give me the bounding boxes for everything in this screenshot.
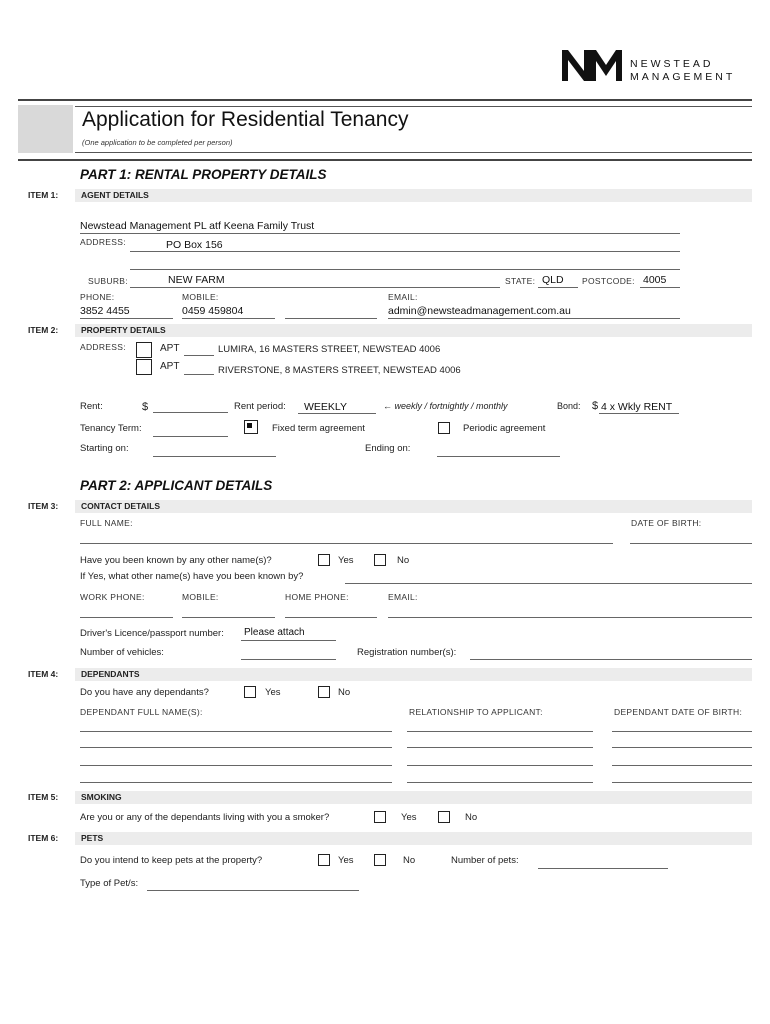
agent-address-value: PO Box 156: [166, 239, 223, 251]
suburb-line: [130, 287, 500, 288]
postcode-line: [640, 287, 680, 288]
tenancy-term-line[interactable]: [153, 436, 228, 437]
bond-currency: $: [592, 400, 599, 412]
agent-email-line: [388, 318, 680, 319]
dependants-band: [75, 668, 752, 681]
smoking-yes-checkbox[interactable]: [374, 811, 386, 823]
ending-label: Ending on:: [365, 443, 411, 454]
dependant-relationship-col: RELATIONSHIP TO APPLICANT:: [409, 707, 543, 717]
known-other-no-label: No: [397, 555, 410, 566]
state-label: STATE:: [505, 276, 536, 286]
full-name-line[interactable]: [80, 543, 613, 544]
rent-period-label: Rent period:: [234, 401, 286, 412]
dependant-dob-col: DEPENDANT DATE OF BIRTH:: [614, 707, 743, 717]
smoking-question: Are you or any of the dependants living with you a smoker?: [80, 812, 330, 823]
dob-label: DATE OF BIRTH:: [631, 518, 702, 528]
property-address-label: ADDRESS:: [80, 342, 126, 352]
other-names-line[interactable]: [345, 583, 752, 584]
contact-details-band: [75, 500, 752, 513]
pet-type-label: Type of Pet/s:: [80, 878, 139, 889]
pets-yes-checkbox[interactable]: [318, 854, 330, 866]
applicant-mobile-line[interactable]: [182, 617, 275, 618]
dependant-row-line[interactable]: [612, 765, 752, 766]
registration-label: Registration number(s):: [357, 647, 457, 658]
rent-amount-line[interactable]: [153, 412, 228, 413]
dependants-question: Do you have any dependants?: [80, 687, 209, 698]
item6-label: ITEM 6:: [28, 833, 59, 843]
suburb-value: NEW FARM: [168, 274, 225, 286]
dependant-row-line[interactable]: [407, 765, 593, 766]
home-phone-line[interactable]: [285, 617, 377, 618]
starting-line[interactable]: [153, 456, 276, 457]
agent-mobile-value: 0459 459804: [182, 305, 244, 317]
page-title: Application for Residential Tenancy: [82, 108, 409, 131]
smoking-no-checkbox[interactable]: [438, 811, 450, 823]
home-phone-label: HOME PHONE:: [285, 592, 349, 602]
header-rule-sub: [75, 106, 752, 107]
pets-heading: PETS: [81, 833, 104, 843]
dependant-row-line[interactable]: [80, 731, 392, 732]
smoking-yes-label: Yes: [401, 812, 417, 823]
property-details-heading: PROPERTY DETAILS: [81, 325, 166, 335]
agent-email-label: EMAIL:: [388, 292, 418, 302]
tenancy-term-label: Tenancy Term:: [80, 423, 142, 434]
contact-details-heading: CONTACT DETAILS: [81, 501, 161, 511]
fixed-term-checkbox[interactable]: [244, 420, 258, 434]
pet-type-line[interactable]: [147, 890, 359, 891]
dependant-row-line[interactable]: [612, 782, 752, 783]
item2-label: ITEM 2:: [28, 325, 59, 335]
logo-line-2: MANAGEMENT: [630, 71, 736, 83]
state-value: QLD: [542, 274, 564, 286]
dependants-no-label: No: [338, 687, 351, 698]
licence-value: Please attach: [244, 627, 305, 638]
ending-line[interactable]: [437, 456, 560, 457]
agent-name: Newstead Management PL atf Keena Family Trust: [80, 220, 315, 232]
pets-band: [75, 832, 752, 845]
dependant-row-line[interactable]: [80, 782, 392, 783]
dependant-row-line[interactable]: [407, 747, 593, 748]
dependant-row-line[interactable]: [407, 782, 593, 783]
vehicles-line[interactable]: [241, 659, 336, 660]
dependant-name-col: DEPENDANT FULL NAME(S):: [80, 707, 203, 717]
agent-phone-value: 3852 4455: [80, 305, 130, 317]
agent-email-value: admin@newsteadmanagement.com.au: [388, 305, 571, 317]
apt1-address: LUMIRA, 16 MASTERS STREET, NEWSTEAD 4006: [218, 344, 441, 355]
postcode-value: 4005: [643, 274, 667, 286]
rent-currency: $: [142, 401, 149, 413]
title-grey-block: [18, 105, 73, 153]
work-phone-line[interactable]: [80, 617, 173, 618]
vehicles-label: Number of vehicles:: [80, 647, 164, 658]
dependants-yes-label: Yes: [265, 687, 281, 698]
agent-details-heading: AGENT DETAILS: [81, 190, 149, 200]
applicant-email-line[interactable]: [388, 617, 752, 618]
rent-period-value: WEEKLY: [304, 401, 347, 413]
applicant-email-label: EMAIL:: [388, 592, 418, 602]
agent-mobile-line: [182, 318, 275, 319]
smoking-heading: SMOKING: [81, 792, 122, 802]
suburb-label: SUBURB:: [88, 276, 128, 286]
dependant-row-line[interactable]: [80, 765, 392, 766]
dob-line[interactable]: [630, 543, 752, 544]
bond-label: Bond:: [557, 401, 581, 411]
known-other-no-checkbox[interactable]: [374, 554, 386, 566]
rent-label: Rent:: [80, 401, 103, 412]
company-logo: [560, 47, 750, 87]
agent-blank-line: [285, 318, 377, 319]
dependants-yes-checkbox[interactable]: [244, 686, 256, 698]
dependants-heading: DEPENDANTS: [81, 669, 140, 679]
known-other-question: Have you been known by any other name(s)?: [80, 555, 272, 566]
dependant-row-line[interactable]: [612, 731, 752, 732]
registration-line[interactable]: [470, 659, 752, 660]
part2-heading: PART 2: APPLICANT DETAILS: [80, 478, 273, 493]
apt2-checkbox[interactable]: [136, 359, 152, 375]
property-details-band: [75, 324, 752, 337]
dependant-row-line[interactable]: [80, 747, 392, 748]
work-phone-label: WORK PHONE:: [80, 592, 145, 602]
licence-label: Driver's Licence/passport number:: [80, 628, 224, 639]
part1-heading: PART 1: RENTAL PROPERTY DETAILS: [80, 167, 327, 182]
state-line: [538, 287, 578, 288]
apt2-address: RIVERSTONE, 8 MASTERS STREET, NEWSTEAD 4006: [218, 365, 461, 376]
dependants-no-checkbox[interactable]: [318, 686, 330, 698]
apt1-checkbox[interactable]: [136, 342, 152, 358]
smoking-no-label: No: [465, 812, 478, 823]
full-name-label: FULL NAME:: [80, 518, 133, 528]
fixed-term-label: Fixed term agreement: [272, 423, 365, 434]
agent-name-line: [80, 233, 680, 234]
rent-period-line[interactable]: [298, 413, 376, 414]
apt1-label: APT: [160, 343, 180, 354]
item5-label: ITEM 5:: [28, 792, 59, 802]
apt2-label: APT: [160, 361, 180, 372]
agent-address-line-2: [130, 269, 680, 270]
pets-yes-label: Yes: [338, 855, 354, 866]
rent-period-hint: ← weekly / fortnightly / monthly: [383, 401, 508, 411]
apt1-number-line[interactable]: [184, 355, 214, 356]
starting-label: Starting on:: [80, 443, 129, 454]
dependant-row-line[interactable]: [407, 731, 593, 732]
postcode-label: POSTCODE:: [582, 276, 635, 286]
licence-line[interactable]: [241, 640, 336, 641]
nm-logo-mark: [560, 47, 624, 83]
num-pets-label: Number of pets:: [451, 855, 519, 866]
other-names-question: If Yes, what other name(s) have you been known by?: [80, 571, 304, 582]
bond-line[interactable]: [599, 413, 679, 414]
apt2-number-line[interactable]: [184, 374, 214, 375]
dependant-row-line[interactable]: [612, 747, 752, 748]
agent-address-line: [130, 251, 680, 252]
pets-no-checkbox[interactable]: [374, 854, 386, 866]
title-rule-bottom: [75, 152, 752, 153]
periodic-label: Periodic agreement: [463, 423, 546, 434]
page-subtitle: (One application to be completed per person): [82, 138, 233, 147]
known-other-yes-checkbox[interactable]: [318, 554, 330, 566]
agent-mobile-label: MOBILE:: [182, 292, 219, 302]
agent-phone-label: PHONE:: [80, 292, 115, 302]
pets-no-label: No: [403, 855, 416, 866]
logo-line-1: NEWSTEAD: [630, 58, 714, 70]
num-pets-line[interactable]: [538, 868, 668, 869]
agent-details-band: [75, 189, 752, 202]
header-rule-top: [18, 99, 752, 101]
pets-question: Do you intend to keep pets at the property?: [80, 855, 263, 866]
bond-value: 4 x Wkly RENT: [601, 401, 673, 413]
agent-phone-line: [80, 318, 173, 319]
item3-label: ITEM 3:: [28, 501, 59, 511]
periodic-checkbox[interactable]: [438, 422, 450, 434]
item4-label: ITEM 4:: [28, 669, 59, 679]
applicant-mobile-label: MOBILE:: [182, 592, 219, 602]
agent-address-label: ADDRESS:: [80, 237, 126, 247]
title-rule-full: [18, 159, 752, 161]
known-other-yes-label: Yes: [338, 555, 354, 566]
item1-label: ITEM 1:: [28, 190, 59, 200]
smoking-band: [75, 791, 752, 804]
